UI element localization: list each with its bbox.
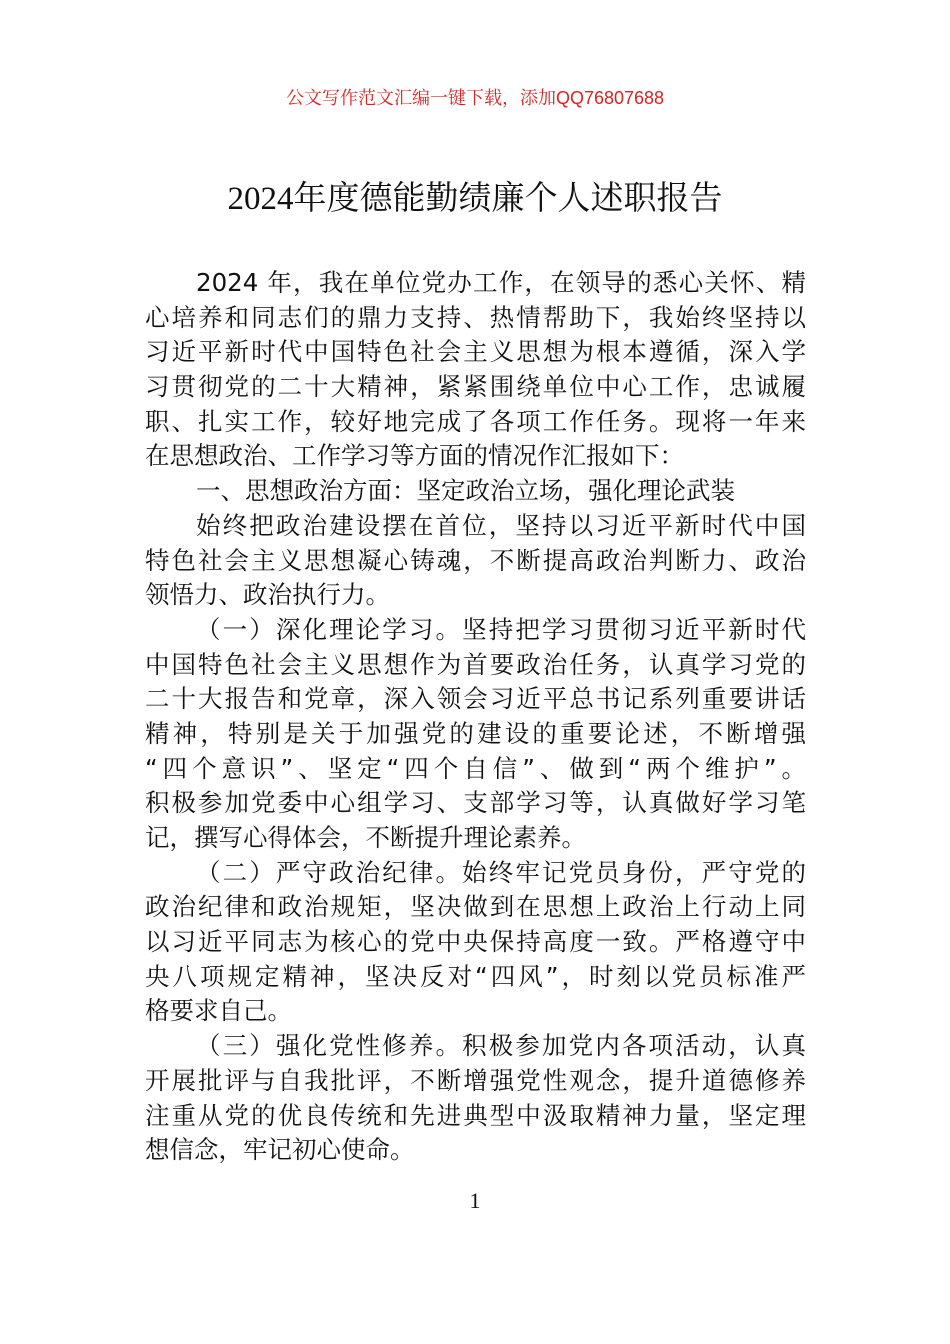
text-line: 在思想政治、工作学习等方面的情况作汇报如下： (145, 441, 684, 471)
text-line: 注重从党的优良传统和先进典型中汲取精神力量，坚定理 (145, 1100, 806, 1130)
text-line: 一、思想政治方面：坚定政治立场，强化理论武装 (196, 476, 735, 506)
text-line: “四个意识”、坚定“四个自信”、做到“两个维护”。 (145, 753, 806, 783)
text-line: 积极参加党委中心组学习、支部学习等，认真做好学习笔 (145, 788, 806, 818)
section-heading (145, 474, 806, 509)
text-line: 格要求自己。 (145, 996, 292, 1026)
text-line: 以习近平同志为核心的党中央保持高度一致。严格遵守中 (145, 927, 806, 957)
text-line: 央八项规定精神，坚决反对“四风”，时刻以党员标准严 (145, 961, 806, 991)
text-line: 职、扎实工作，较好地完成了各项工作任务。现将一年来 (145, 406, 806, 436)
text-line: 习近平新时代中国特色社会主义思想为根本遵循，深入学 (145, 337, 806, 367)
page-number: 1 (469, 1188, 481, 1213)
text-line: （三）强化党性修养。积极参加党内各项活动，认真 (196, 1031, 806, 1061)
watermark-text: 公文写作范文汇编一键下载，添加QQ76807688 (285, 88, 665, 108)
text-line: 二十大报告和党章，深入领会习近平总书记系列重要讲话 (145, 684, 806, 714)
text-line: （二）严守政治纪律。始终牢记党员身份，严守党的 (196, 857, 806, 887)
document-body (145, 266, 806, 1168)
text-line: 始终把政治建设摆在首位，坚持以习近平新时代中国 (196, 510, 806, 540)
text-line: 心培养和同志们的鼎力支持、热情帮助下，我始终坚持以 (145, 302, 806, 332)
text-line: （一）深化理论学习。坚持把学习贯彻习近平新时代 (196, 614, 806, 644)
paragraph (145, 266, 806, 474)
text-line: 政治纪律和政治规矩，坚决做到在思想上政治上行动上同 (145, 892, 806, 922)
text-line: 想信念，牢记初心使命。 (145, 1135, 415, 1165)
text-line: 开展批评与自我批评，不断增强党性观念，提升道德修养 (145, 1065, 806, 1095)
text-line: 2024 年，我在单位党办工作，在领导的悉心关怀、精 (196, 268, 806, 297)
text-line: 精神，特别是关于加强党的建设的重要论述，不断增强 (145, 718, 806, 748)
text-line: 领悟力、政治执行力。 (145, 580, 390, 610)
paragraph (145, 856, 806, 1029)
text-line: 特色社会主义思想凝心铸魂，不断提高政治判断力、政治 (145, 545, 806, 575)
text-line: 习贯彻党的二十大精神，紧紧围绕单位中心工作，忠诚履 (145, 372, 806, 402)
paragraph (145, 1029, 806, 1168)
text-line: 记，撰写心得体会，不断提升理论素养。 (145, 823, 586, 852)
text-line: 中国特色社会主义思想作为首要政治任务，认真学习党的 (145, 649, 806, 679)
paragraph (145, 613, 806, 856)
document-title: 2024年度德能勤绩廉个人述职报告 (227, 181, 723, 217)
paragraph (145, 509, 806, 613)
